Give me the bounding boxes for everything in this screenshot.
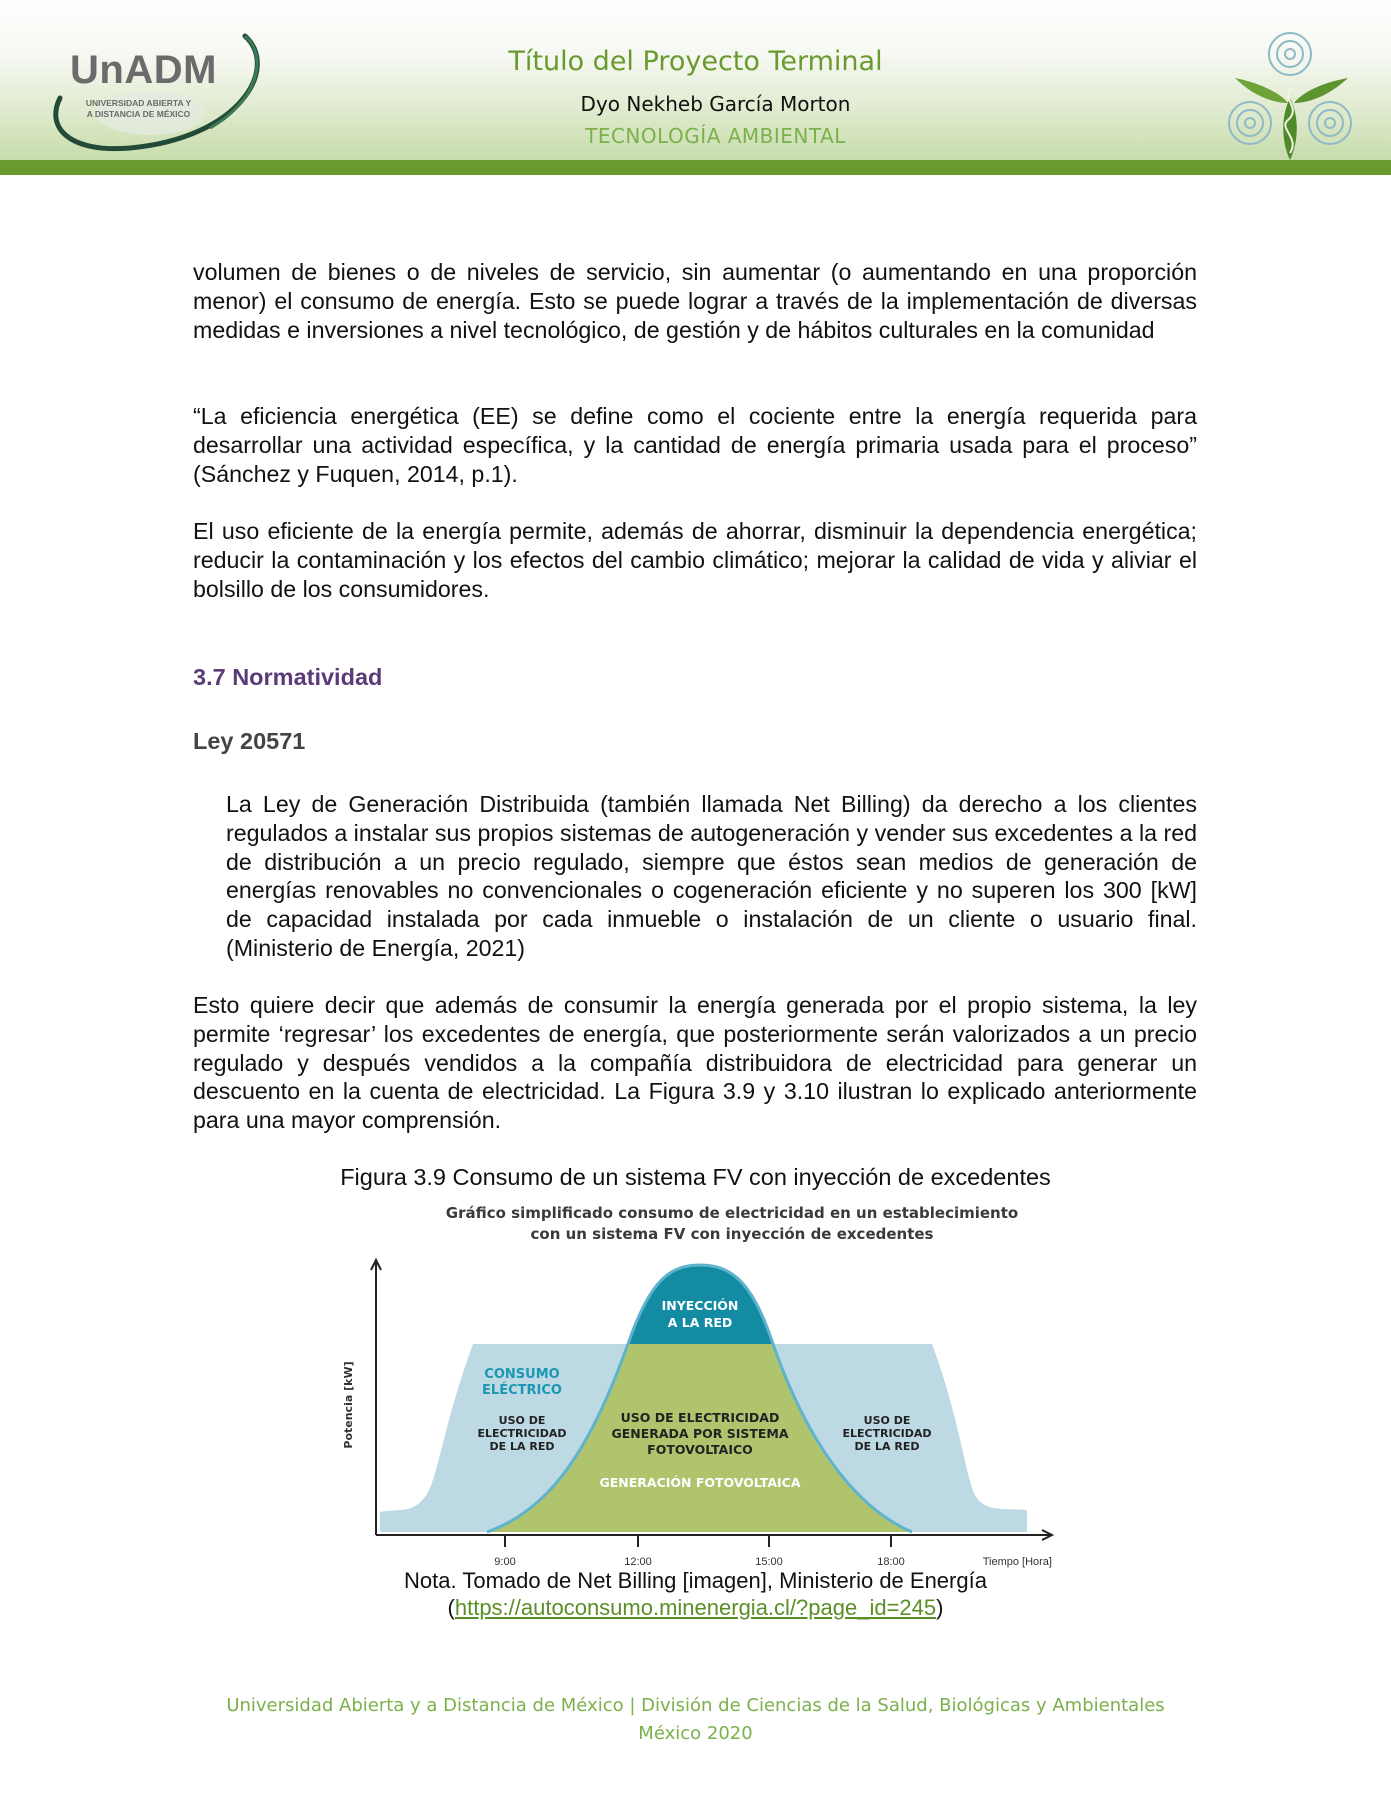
environmental-emblem-icon	[1220, 28, 1360, 163]
injection-label-line1: INYECCIÓN	[661, 1298, 739, 1313]
block-quote: La Ley de Generación Distribuida (también llamada Net Billing) da derecho a los clientes regulados a instalar sus propios sistemas de autogeneración y vender sus excedentes a la red de distribución a un precio regulado, siempre que éstos sean medios de generación de energías renovables no convencionales o cogeneración eficiente y no superen los 300 [kW] de capacidad instalada por cada inmueble o instalación de un cliente o usuario final. (Ministerio de Energía, 2021)	[226, 791, 1197, 961]
figure-note-source	[0, 1594, 1391, 1621]
chart-svg	[320, 1190, 1080, 1580]
injection-label-line2: A LA RED	[667, 1315, 733, 1330]
x-axis-label: Tiempo [Hora]	[982, 1556, 1052, 1568]
pv-use-label-line2: GENERADA POR SISTEMA	[611, 1426, 789, 1441]
figure-note-text: Nota. Tomado de Net Billing [imagen], Ministerio de Energía	[404, 1568, 987, 1593]
figure-note	[0, 1567, 1391, 1621]
pv-generation-label: GENERACIÓN FOTOVOLTAICA	[599, 1475, 801, 1490]
consumption-label-line1: CONSUMO	[484, 1367, 560, 1382]
grid-use-left-line3: DE LA RED	[489, 1440, 555, 1453]
subsection-heading: Ley 20571	[193, 728, 306, 754]
body-paragraph: El uso eficiente de la energía permite, además de ahorrar, disminuir la dependencia energética; reducir la contaminación y los efectos del cambio climático; mejorar la calidad de vida y aliviar el bolsillo de los consumidores.	[193, 518, 1197, 602]
x-tick-label: 12:00	[624, 1556, 652, 1568]
x-tick-label: 15:00	[755, 1556, 783, 1568]
project-title: Título del Proyecto Terminal	[508, 46, 883, 77]
subject-name: TECNOLOGÍA AMBIENTAL	[585, 124, 846, 148]
grid-use-right-line3: DE LA RED	[854, 1440, 920, 1453]
chart-title-line2: con un sistema FV con inyección de excedentes	[530, 1225, 934, 1243]
page-footer	[0, 1692, 1391, 1748]
footer-institution: Universidad Abierta y a Distancia de México | División de Ciencias de la Salud, Biológicas y Ambientales	[226, 1695, 1165, 1716]
consumption-label-line2: ELÉCTRICO	[482, 1383, 562, 1398]
pv-use-label-line3: FOTOVOLTAICO	[647, 1442, 753, 1457]
logo-subtitle-line2: A DISTANCIA DE MÉXICO	[86, 109, 191, 119]
body-paragraph: volumen de bienes o de niveles de servicio, sin aumentar (o aumentando en una proporción menor) el consumo de energía. Esto se puede lograr a través de la implementación de diversas medidas e inversiones a nivel tecnológico, de gestión y de hábitos culturales en la comunidad	[193, 259, 1197, 343]
logo-name: UnADM	[70, 48, 217, 92]
paren-open: (	[447, 1595, 455, 1620]
author-name: Dyo Nekheb García Morton	[580, 92, 851, 116]
x-tick-label: 18:00	[877, 1556, 905, 1568]
chart-title-line1: Gráfico simplificado consumo de electricidad en un establecimiento	[445, 1204, 1019, 1222]
footer-year: México 2020	[638, 1723, 753, 1744]
x-tick-label: 9:00	[494, 1556, 516, 1568]
logo-subtitle-line1: UNIVERSIDAD ABIERTA Y	[85, 98, 192, 108]
grid-use-right-line1: USO DE	[863, 1414, 911, 1427]
y-axis-label: Potencia [kW]	[342, 1361, 355, 1449]
source-link[interactable]: https://autoconsumo.minenergia.cl/?page_id=245	[454, 1595, 937, 1620]
header-divider-bar	[0, 160, 1391, 175]
section-heading: 3.7 Normatividad	[193, 664, 383, 690]
page-header	[0, 0, 1391, 160]
pv-use-label-line1: USO DE ELECTRICIDAD	[620, 1410, 780, 1425]
grid-use-right-line2: ELECTRICIDAD	[842, 1427, 932, 1440]
paren-close: )	[936, 1595, 944, 1620]
net-billing-chart	[320, 1190, 1080, 1580]
body-paragraph: Esto quiere decir que además de consumir la energía generada por el propio sistema, la ley permite ‘regresar’ los excedentes de energía, que posteriormente serán valorizados a un precio regulado y después vendidos a la compañía distribuidora de electricidad para generar un descuento en la cuenta de electricidad. La Figura 3.9 y 3.10 ilustran lo explicado anteriormente para una mayor comprensión.	[193, 992, 1197, 1134]
grid-use-left-line1: USO DE	[498, 1414, 546, 1427]
figure-caption: Figura 3.9 Consumo de un sistema FV con inyección de excedentes	[340, 1164, 1051, 1190]
body-paragraph-definition: “La eficiencia energética (EE) se define como el cociente entre la energía requerida para desarrollar una actividad específica, y la cantidad de energía primaria usada para el proceso” (Sánchez y Fuquen, 2014, p.1).	[193, 403, 1197, 487]
grid-use-left-line2: ELECTRICIDAD	[477, 1427, 567, 1440]
